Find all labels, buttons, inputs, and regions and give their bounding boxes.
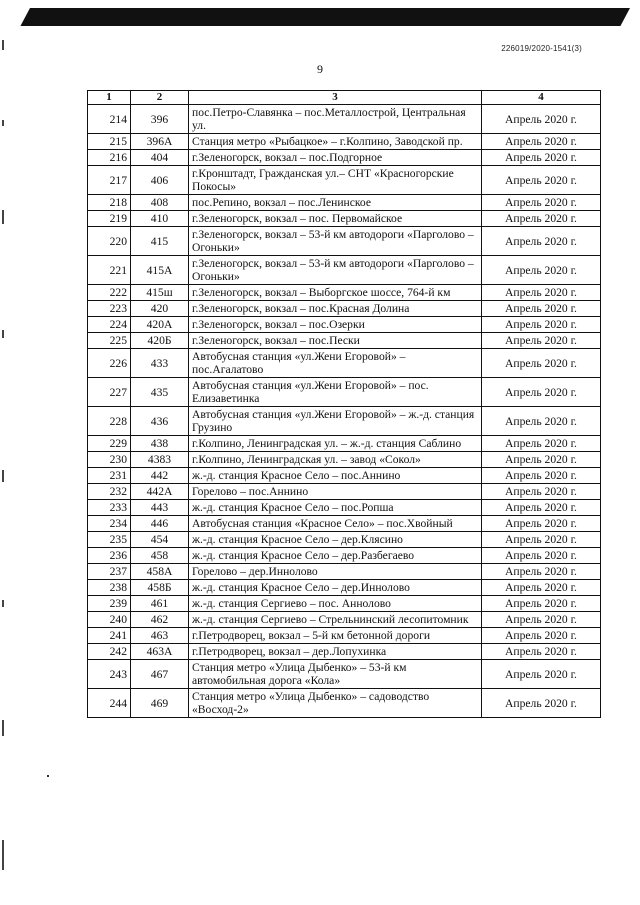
route-date: Апрель 2020 г. [482, 628, 601, 644]
route-description: Автобусная станция «Красное Село» – пос.Хвойный [189, 516, 482, 532]
route-number: 406 [131, 166, 189, 195]
route-number: 436 [131, 407, 189, 436]
row-number: 227 [88, 378, 131, 407]
route-number: 446 [131, 516, 189, 532]
row-number: 234 [88, 516, 131, 532]
row-number: 228 [88, 407, 131, 436]
table-row [88, 301, 601, 317]
route-number: 410 [131, 211, 189, 227]
route-description: г.Петродворец, вокзал – 5-й км бетонной дороги [189, 628, 482, 644]
row-number: 218 [88, 195, 131, 211]
route-date: Апрель 2020 г. [482, 301, 601, 317]
routes-table [87, 90, 601, 718]
row-number: 225 [88, 333, 131, 349]
route-number: 415А [131, 256, 189, 285]
route-description: ж.-д. станция Сергиево – пос. Аннолово [189, 596, 482, 612]
route-number: 454 [131, 532, 189, 548]
route-number: 433 [131, 349, 189, 378]
table-row [88, 211, 601, 227]
route-number: 443 [131, 500, 189, 516]
table-row [88, 644, 601, 660]
route-date: Апрель 2020 г. [482, 612, 601, 628]
route-description: г.Кронштадт, Гражданская ул.– СНТ «Красногорские Покосы» [189, 166, 482, 195]
table-row [88, 500, 601, 516]
route-date: Апрель 2020 г. [482, 644, 601, 660]
route-date: Апрель 2020 г. [482, 105, 601, 134]
table-row [88, 689, 601, 718]
route-date: Апрель 2020 г. [482, 580, 601, 596]
route-number: 404 [131, 150, 189, 166]
route-description: Горелово – дер.Иннолово [189, 564, 482, 580]
route-date: Апрель 2020 г. [482, 150, 601, 166]
table-row [88, 452, 601, 468]
table-row [88, 532, 601, 548]
row-number: 238 [88, 580, 131, 596]
row-number: 222 [88, 285, 131, 301]
route-description: ж.-д. станция Красное Село – пос.Ропша [189, 500, 482, 516]
route-description: ж.-д. станция Красное Село – пос.Аннино [189, 468, 482, 484]
table-row [88, 378, 601, 407]
route-number: 408 [131, 195, 189, 211]
route-date: Апрель 2020 г. [482, 548, 601, 564]
table-row [88, 436, 601, 452]
route-date: Апрель 2020 г. [482, 317, 601, 333]
row-number: 237 [88, 564, 131, 580]
route-date: Апрель 2020 г. [482, 532, 601, 548]
route-description: Горелово – пос.Аннино [189, 484, 482, 500]
route-date: Апрель 2020 г. [482, 660, 601, 689]
row-number: 216 [88, 150, 131, 166]
row-number: 220 [88, 227, 131, 256]
route-date: Апрель 2020 г. [482, 166, 601, 195]
table-row [88, 580, 601, 596]
row-number: 223 [88, 301, 131, 317]
row-number: 240 [88, 612, 131, 628]
route-date: Апрель 2020 г. [482, 378, 601, 407]
route-date: Апрель 2020 г. [482, 349, 601, 378]
route-number: 420А [131, 317, 189, 333]
table-row [88, 317, 601, 333]
route-description: г.Зеленогорск, вокзал – Выборгское шоссе, 764-й км [189, 285, 482, 301]
scan-left-edge [2, 0, 5, 905]
route-number: 420 [131, 301, 189, 317]
row-number: 221 [88, 256, 131, 285]
table-row [88, 227, 601, 256]
row-number: 215 [88, 134, 131, 150]
route-date: Апрель 2020 г. [482, 564, 601, 580]
route-number: 458Б [131, 580, 189, 596]
route-description: г.Колпино, Ленинградская ул. – ж.-д. станция Саблино [189, 436, 482, 452]
row-number: 244 [88, 689, 131, 718]
table-row [88, 256, 601, 285]
route-number: 462 [131, 612, 189, 628]
route-date: Апрель 2020 г. [482, 227, 601, 256]
row-number: 232 [88, 484, 131, 500]
table-row [88, 548, 601, 564]
row-number: 214 [88, 105, 131, 134]
table-row [88, 285, 601, 301]
route-date: Апрель 2020 г. [482, 468, 601, 484]
route-description: пос.Петро-Славянка – пос.Металлострой, Центральная ул. [189, 105, 482, 134]
route-description: ж.-д. станция Сергиево – Стрельнинский лесопитомник [189, 612, 482, 628]
route-description: ж.-д. станция Красное Село – дер.Разбегаево [189, 548, 482, 564]
route-description: г.Зеленогорск, вокзал – пос.Озерки [189, 317, 482, 333]
table-row [88, 484, 601, 500]
route-description: г.Зеленогорск, вокзал – пос. Первомайское [189, 211, 482, 227]
table-row [88, 407, 601, 436]
route-description: Автобусная станция «ул.Жени Егоровой» – пос.Агалатово [189, 349, 482, 378]
route-date: Апрель 2020 г. [482, 195, 601, 211]
route-description: ж.-д. станция Красное Село – дер.Иннолово [189, 580, 482, 596]
route-number: 458 [131, 548, 189, 564]
route-description: г.Петродворец, вокзал – дер.Лопухинка [189, 644, 482, 660]
scan-speck [47, 775, 49, 777]
route-date: Апрель 2020 г. [482, 436, 601, 452]
route-description: Станция метро «Улица Дыбенко» – садоводство «Восход-2» [189, 689, 482, 718]
scan-top-band [20, 8, 630, 26]
row-number: 235 [88, 532, 131, 548]
route-number: 396 [131, 105, 189, 134]
route-date: Апрель 2020 г. [482, 516, 601, 532]
route-number: 396А [131, 134, 189, 150]
route-date: Апрель 2020 г. [482, 285, 601, 301]
route-description: ж.-д. станция Красное Село – дер.Клясино [189, 532, 482, 548]
route-number: 4383 [131, 452, 189, 468]
table-row [88, 628, 601, 644]
page-number: 9 [317, 62, 323, 76]
route-number: 415ш [131, 285, 189, 301]
table-row [88, 105, 601, 134]
route-number: 461 [131, 596, 189, 612]
route-date: Апрель 2020 г. [482, 211, 601, 227]
row-number: 242 [88, 644, 131, 660]
table-row [88, 166, 601, 195]
table-row [88, 134, 601, 150]
table-row [88, 468, 601, 484]
route-date: Апрель 2020 г. [482, 333, 601, 349]
route-date: Апрель 2020 г. [482, 407, 601, 436]
document-number: 226019/2020-1541(3) [501, 44, 582, 53]
table-row [88, 195, 601, 211]
row-number: 219 [88, 211, 131, 227]
route-number: 467 [131, 660, 189, 689]
row-number: 233 [88, 500, 131, 516]
route-number: 435 [131, 378, 189, 407]
route-description: Станция метро «Рыбацкое» – г.Колпино, Заводской пр. [189, 134, 482, 150]
row-number: 229 [88, 436, 131, 452]
row-number: 230 [88, 452, 131, 468]
route-description: Автобусная станция «ул.Жени Егоровой» – пос. Елизаветинка [189, 378, 482, 407]
route-date: Апрель 2020 г. [482, 452, 601, 468]
route-number: 438 [131, 436, 189, 452]
route-description: г.Зеленогорск, вокзал – 53-й км автодороги «Парголово – Огоньки» [189, 227, 482, 256]
row-number: 243 [88, 660, 131, 689]
row-number: 231 [88, 468, 131, 484]
row-number: 241 [88, 628, 131, 644]
column-header: 1 [88, 91, 131, 105]
table-header-row [88, 91, 601, 105]
route-number: 463 [131, 628, 189, 644]
route-date: Апрель 2020 г. [482, 256, 601, 285]
table-row [88, 349, 601, 378]
route-description: г.Колпино, Ленинградская ул. – завод «Сокол» [189, 452, 482, 468]
row-number: 239 [88, 596, 131, 612]
route-description: г.Зеленогорск, вокзал – пос.Подгорное [189, 150, 482, 166]
route-date: Апрель 2020 г. [482, 500, 601, 516]
route-description: Автобусная станция «ул.Жени Егоровой» – ж.-д. станция Грузино [189, 407, 482, 436]
route-number: 458А [131, 564, 189, 580]
route-date: Апрель 2020 г. [482, 134, 601, 150]
route-number: 415 [131, 227, 189, 256]
route-number: 442А [131, 484, 189, 500]
table-row [88, 516, 601, 532]
route-description: г.Зеленогорск, вокзал – пос.Пески [189, 333, 482, 349]
route-number: 463А [131, 644, 189, 660]
route-date: Апрель 2020 г. [482, 484, 601, 500]
table-row [88, 564, 601, 580]
table-row [88, 596, 601, 612]
route-number: 469 [131, 689, 189, 718]
table-row [88, 612, 601, 628]
table-row [88, 333, 601, 349]
route-description: г.Зеленогорск, вокзал – 53-й км автодороги «Парголово – Огоньки» [189, 256, 482, 285]
row-number: 226 [88, 349, 131, 378]
route-description: г.Зеленогорск, вокзал – пос.Красная Долина [189, 301, 482, 317]
table-row [88, 150, 601, 166]
column-header: 3 [189, 91, 482, 105]
row-number: 224 [88, 317, 131, 333]
route-description: Станция метро «Улица Дыбенко» – 53-й км автомобильная дорога «Кола» [189, 660, 482, 689]
table-row [88, 660, 601, 689]
route-description: пос.Репино, вокзал – пос.Ленинское [189, 195, 482, 211]
route-number: 420Б [131, 333, 189, 349]
route-date: Апрель 2020 г. [482, 596, 601, 612]
route-date: Апрель 2020 г. [482, 689, 601, 718]
column-header: 2 [131, 91, 189, 105]
column-header: 4 [482, 91, 601, 105]
row-number: 217 [88, 166, 131, 195]
row-number: 236 [88, 548, 131, 564]
route-number: 442 [131, 468, 189, 484]
